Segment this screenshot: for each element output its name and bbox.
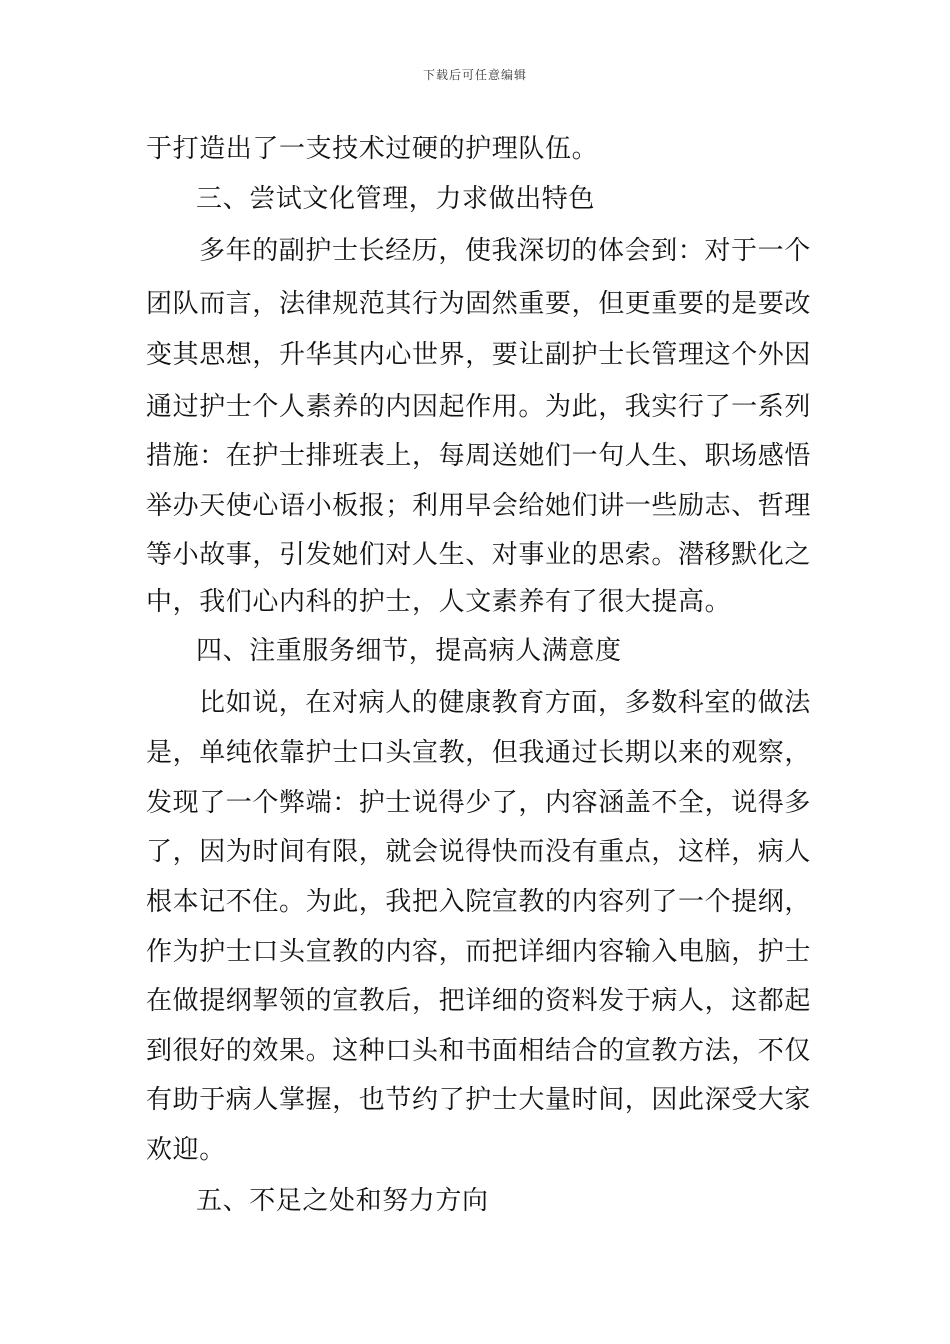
section-heading-4: 四、注重服务细节，提高病人满意度 [196, 636, 622, 666]
text-line: 比如说，在对病人的健康教育方面，多数科室的做法 [199, 688, 811, 718]
text-line: 有助于病人掌握，也节约了护士大量时间，因此深受大家 [146, 1085, 812, 1115]
text-line: 通过护士个人素养的内因起作用。为此，我实行了一系列 [146, 392, 812, 422]
text-line: 根本记不住。为此，我把入院宣教的内容列了一个提纲， [146, 887, 812, 917]
text-line: 于打造出了一支技术过硬的护理队伍。 [146, 134, 599, 164]
text-line: 措施：在护士排班表上，每周送她们一句人生、职场感悟 [146, 441, 812, 471]
page-header: 下载后可任意编辑 [422, 68, 527, 82]
text-line: 等小故事，引发她们对人生、对事业的思索。潜移默化之 [146, 540, 812, 570]
text-line: 举办天使心语小板报；利用早会给她们讲一些励志、哲理 [146, 491, 812, 521]
text-line: 了，因为时间有限，就会说得快而没有重点，这样，病人 [146, 837, 812, 867]
text-line: 作为护士口头宣教的内容，而把详细内容输入电脑，护士 [146, 937, 812, 967]
text-line: 是，单纯依靠护士口头宣教，但我通过长期以来的观察， [146, 738, 812, 768]
text-line: 到很好的效果。这种口头和书面相结合的宣教方法，不仅 [146, 1036, 812, 1066]
text-line: 多年的副护士长经历，使我深切的体会到：对于一个 [199, 236, 811, 266]
text-line: 团队而言，法律规范其行为固然重要，但更重要的是要改 [146, 289, 812, 319]
section-heading-5: 五、不足之处和努力方向 [196, 1186, 489, 1216]
section-heading-3: 三、尝试文化管理，力求做出特色 [196, 184, 596, 214]
text-line: 变其思想，升华其内心世界，要让副护士长管理这个外因 [146, 340, 812, 370]
text-line: 发现了一个弊端：护士说得少了，内容涵盖不全，说得多 [146, 788, 812, 818]
text-line: 中，我们心内科的护士，人文素养有了很大提高。 [146, 587, 732, 617]
text-line: 欢迎。 [146, 1135, 226, 1165]
text-line: 在做提纲挈领的宣教后，把详细的资料发于病人，这都起 [146, 986, 812, 1016]
